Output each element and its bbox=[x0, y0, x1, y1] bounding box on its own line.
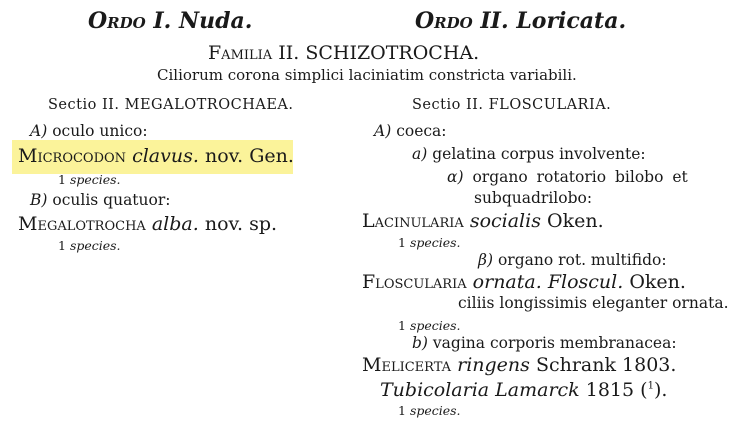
genus-megalotrocha-line bbox=[18, 215, 277, 234]
familia-prefix: Familia bbox=[208, 42, 273, 64]
genus-name: Megalotrocha bbox=[18, 213, 146, 235]
ordo-1-number: I. bbox=[153, 8, 172, 34]
left-sectio-name: MEGALOTROCHAEA. bbox=[124, 97, 294, 113]
ordo-1-heading bbox=[88, 10, 252, 32]
genus-name: Lacinularia bbox=[362, 210, 464, 232]
familia-description: Ciliorum corona simplici laciniatim constricta variabili. bbox=[157, 66, 577, 84]
left-group-b-marker: B) bbox=[30, 191, 48, 209]
tubicolaria-synonym-line bbox=[380, 381, 667, 400]
ordo-2-prefix: Ordo bbox=[415, 8, 473, 34]
species-count-number: 1 bbox=[398, 318, 406, 333]
genus-author: Oken. bbox=[547, 210, 604, 232]
right-beta-text: organo rot. multifido: bbox=[497, 251, 667, 269]
genus-melicerta-line bbox=[362, 356, 676, 375]
ordo-2-name: Loricata. bbox=[516, 8, 627, 34]
species-count-word: species. bbox=[69, 172, 121, 187]
ordo-2-heading bbox=[415, 10, 626, 32]
right-species-count-3 bbox=[398, 405, 461, 418]
right-sub-a bbox=[412, 147, 646, 163]
species-name: ornata. bbox=[472, 271, 542, 293]
right-sectio-prefix: Sectio II. bbox=[412, 97, 484, 113]
synonym-year: 1815 bbox=[585, 379, 635, 401]
species-name: socialis bbox=[469, 210, 541, 232]
right-sub-a-marker: a) bbox=[412, 145, 428, 163]
right-sub-b-marker: b) bbox=[412, 334, 428, 352]
left-group-a-marker: A) bbox=[30, 122, 48, 140]
species-count-number: 1 bbox=[398, 403, 406, 418]
species-count-number: 1 bbox=[58, 172, 66, 187]
familia-name: SCHIZOTROCHA. bbox=[305, 42, 480, 64]
right-species-count-2 bbox=[398, 320, 461, 333]
synonym-name: Floscul. bbox=[547, 271, 624, 293]
genus-name: Microcodon bbox=[18, 145, 127, 167]
genus-lacinularia-line bbox=[362, 212, 604, 231]
left-group-a-text: oculo unico: bbox=[52, 122, 148, 140]
genus-author: Oken. bbox=[629, 271, 686, 293]
genus-note: nov. Gen. bbox=[204, 145, 294, 167]
right-alpha-continued: subquadrilobo: bbox=[474, 189, 593, 207]
ordo-1-prefix: Ordo bbox=[88, 8, 146, 34]
right-sub-a-text: gelatina corpus involvente: bbox=[432, 145, 646, 163]
right-group-a-marker: A) bbox=[374, 122, 392, 140]
species-count-word: species. bbox=[409, 403, 461, 418]
genus-floscularia-line bbox=[362, 273, 686, 292]
synonym-author: Lamarck bbox=[495, 379, 580, 401]
species-count-number: 1 bbox=[58, 238, 66, 253]
right-group-a-text: coeca: bbox=[396, 122, 447, 140]
right-alpha-marker: α) bbox=[447, 168, 464, 186]
ordo-2-number: II. bbox=[480, 8, 509, 34]
species-count-word: species. bbox=[409, 318, 461, 333]
genus-microcodon-line bbox=[18, 147, 294, 166]
synonym-name: Tubicolaria bbox=[380, 379, 490, 401]
genus-author: Schrank 1803. bbox=[535, 354, 677, 376]
right-species-count-1 bbox=[398, 237, 461, 250]
left-sectio-prefix: Sectio II. bbox=[48, 97, 120, 113]
genus-name: Melicerta bbox=[362, 354, 452, 376]
species-name: alba. bbox=[151, 213, 199, 235]
left-species-count-2 bbox=[58, 240, 121, 253]
left-sectio-heading bbox=[48, 98, 293, 113]
right-sectio-name: FLOSCULARIA. bbox=[488, 97, 612, 113]
right-sub-b bbox=[412, 336, 677, 352]
left-species-count-1 bbox=[58, 174, 121, 187]
right-alpha bbox=[447, 170, 688, 186]
right-beta bbox=[478, 253, 667, 269]
right-beta-marker: β) bbox=[478, 251, 494, 269]
genus-note: nov. sp. bbox=[204, 213, 278, 235]
species-name: ringens bbox=[457, 354, 530, 376]
genus-name: Floscularia bbox=[362, 271, 467, 293]
species-count-number: 1 bbox=[398, 235, 406, 250]
species-count-word: species. bbox=[409, 235, 461, 250]
right-alpha-text: organo rotatorio bilobo et bbox=[472, 168, 688, 186]
footnote-reference[interactable] bbox=[640, 379, 667, 401]
left-group-b-text: oculis quatuor: bbox=[52, 191, 171, 209]
left-group-a bbox=[30, 124, 148, 140]
footnote-number: 1 bbox=[647, 380, 654, 392]
ordo-1-name: Nuda. bbox=[179, 8, 253, 34]
left-group-b bbox=[30, 193, 171, 209]
right-sub-b-text: vagina corporis membranacea: bbox=[432, 334, 677, 352]
footnote-paren-open: ( bbox=[640, 379, 648, 401]
footnote-paren-close: ). bbox=[653, 379, 668, 401]
right-sectio-heading bbox=[412, 98, 611, 113]
species-count-word: species. bbox=[69, 238, 121, 253]
familia-heading bbox=[208, 44, 479, 63]
familia-number: II. bbox=[278, 42, 300, 64]
right-group-a bbox=[374, 124, 447, 140]
species-name: clavus. bbox=[132, 145, 199, 167]
floscularia-note: ciliis longissimis eleganter ornata. bbox=[458, 294, 729, 312]
